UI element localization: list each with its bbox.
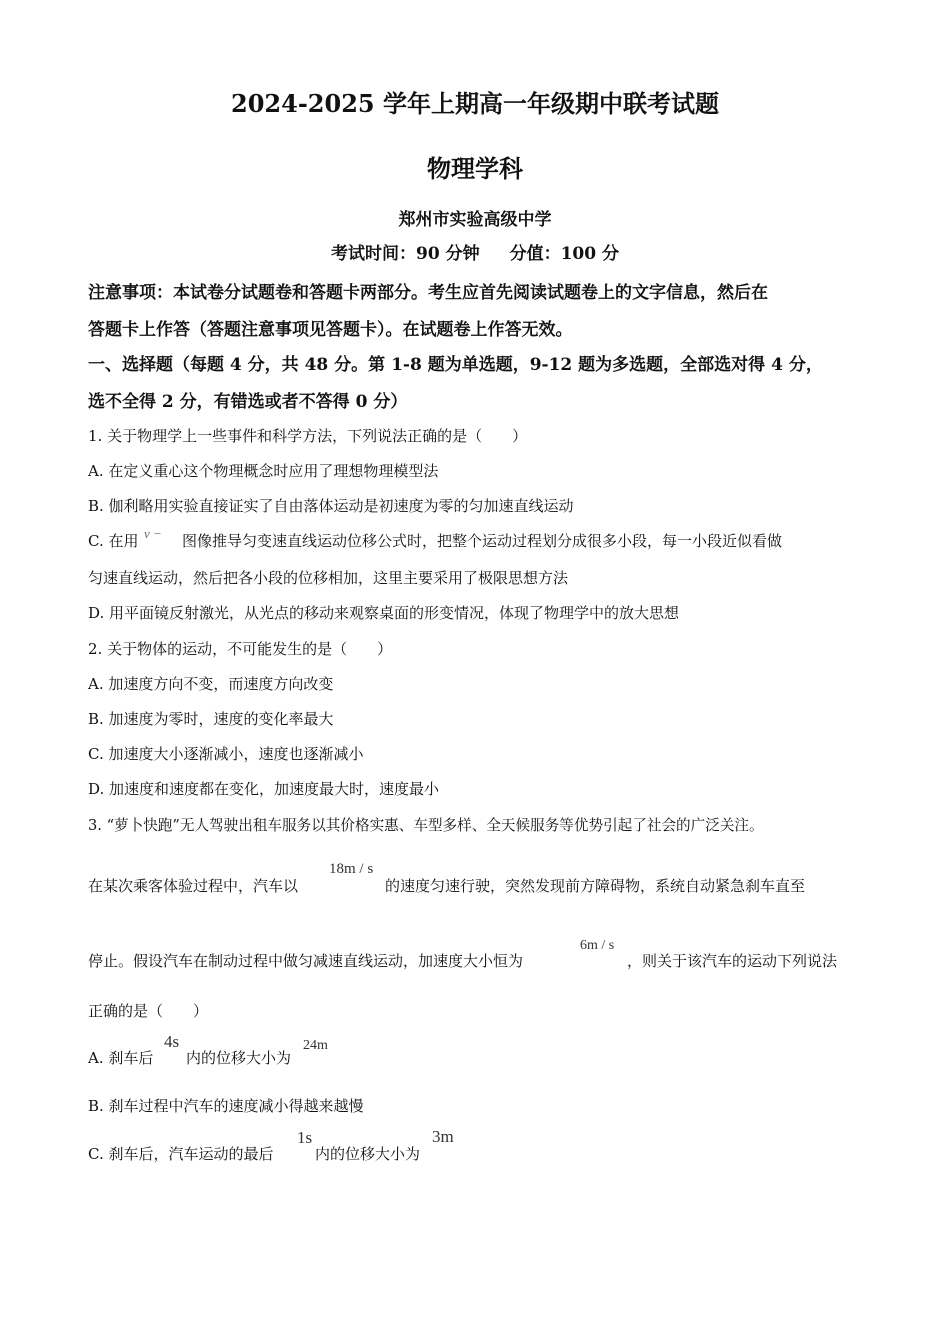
- exam-score: 分值：100 分: [509, 244, 619, 264]
- section-heading-1: 一、选择题（每题 4 分，共 48 分。第 1-8 题为单选题，9-12 题为多选题，全部选对得 4 分，: [88, 355, 823, 375]
- q3-stem-line3-b: ，则关于该汽车的运动下列说法: [627, 952, 838, 970]
- q2-option-a: A. 加速度方向不变，而速度方向改变: [88, 675, 334, 693]
- q1-option-b: B. 伽利略用实验直接证实了自由落体运动是初速度为零的匀加速直线运动: [88, 497, 574, 515]
- q3-option-a-label: A. 刹车后: [88, 1049, 154, 1067]
- q3-stem-line1: 3. “萝卜快跑”无人驾驶出租车服务以其价格实惠、车型多样、全天候服务等优势引起了社会的广泛关注。: [88, 817, 764, 834]
- q3-stem-line3-a: 停止。假设汽车在制动过程中做匀减速直线运动，加速度大小恒为: [88, 952, 524, 970]
- q3-option-c-text: 内的位移大小为: [315, 1145, 421, 1163]
- q3-option-a-text: 内的位移大小为: [186, 1049, 292, 1067]
- q2-option-c: C. 加速度大小逐渐减小，速度也逐渐减小: [88, 745, 364, 763]
- q3-option-b: B. 刹车过程中汽车的速度减小得越来越慢: [88, 1097, 364, 1115]
- q3-option-c-time: 1s: [297, 1128, 313, 1147]
- q2-option-b: B. 加速度为零时，速度的变化率最大: [88, 710, 334, 728]
- q1-option-a: A. 在定义重心这个物理概念时应用了理想物理模型法: [88, 462, 439, 480]
- q3-stem-line2-b: 的速度匀速行驶，突然发现前方障碍物，系统自动紧急刹车直至: [385, 877, 806, 895]
- q3-option-c-label: C. 刹车后，汽车运动的最后: [88, 1145, 274, 1163]
- q3-option-c-distance: 3m: [432, 1127, 454, 1146]
- subject-title: 物理学科: [427, 154, 523, 183]
- q3-stem-line4: 正确的是（ ）: [88, 1002, 209, 1020]
- notice-line-2: 答题卡上作答（答题注意事项见答题卡）。在试题卷上作答无效。: [88, 320, 573, 340]
- q1-option-d: D. 用平面镜反射激光，从光点的移动来观察桌面的形变情况，体现了物理学中的放大思想: [88, 604, 680, 622]
- q3-speed-value: 18m / s: [329, 861, 374, 877]
- q1-option-c-label: C. 在用: [88, 532, 139, 550]
- q1-option-c-line2: 匀速直线运动，然后把各小段的位移相加，这里主要采用了极限思想方法: [88, 569, 569, 587]
- q2-stem: 2. 关于物体的运动，不可能发生的是（ ）: [88, 640, 393, 658]
- notice-line-1: 注意事项：本试卷分试题卷和答题卡两部分。考生应首先阅读试题卷上的文字信息，然后在: [88, 283, 768, 303]
- q3-option-a-distance: 24m: [303, 1038, 328, 1053]
- page-title: 2024-2025 学年上期高一年级期中联考试题: [231, 89, 719, 118]
- school-name: 郑州市实验高级中学: [398, 210, 552, 230]
- q1-stem: 1. 关于物理学上一些事件和科学方法，下列说法正确的是（ ）: [88, 427, 528, 445]
- q1-option-c-text: 图像推导匀变速直线运动位移公式时，把整个运动过程划分成很多小段，每一小段近似看做: [182, 532, 783, 550]
- exam-time: 考试时间：90 分钟: [331, 244, 480, 264]
- q3-accel-value: 6m / s: [580, 938, 615, 953]
- q3-option-a-time: 4s: [164, 1032, 180, 1051]
- q1-option-c-math: v −: [144, 526, 162, 541]
- section-heading-2: 选不全得 2 分，有错选或者不答得 0 分）: [88, 392, 408, 412]
- q2-option-d: D. 加速度和速度都在变化，加速度最大时，速度最小: [88, 780, 440, 798]
- exam-info: [0, 239, 950, 264]
- q3-stem-line2-a: 在某次乘客体验过程中，汽车以: [88, 877, 299, 895]
